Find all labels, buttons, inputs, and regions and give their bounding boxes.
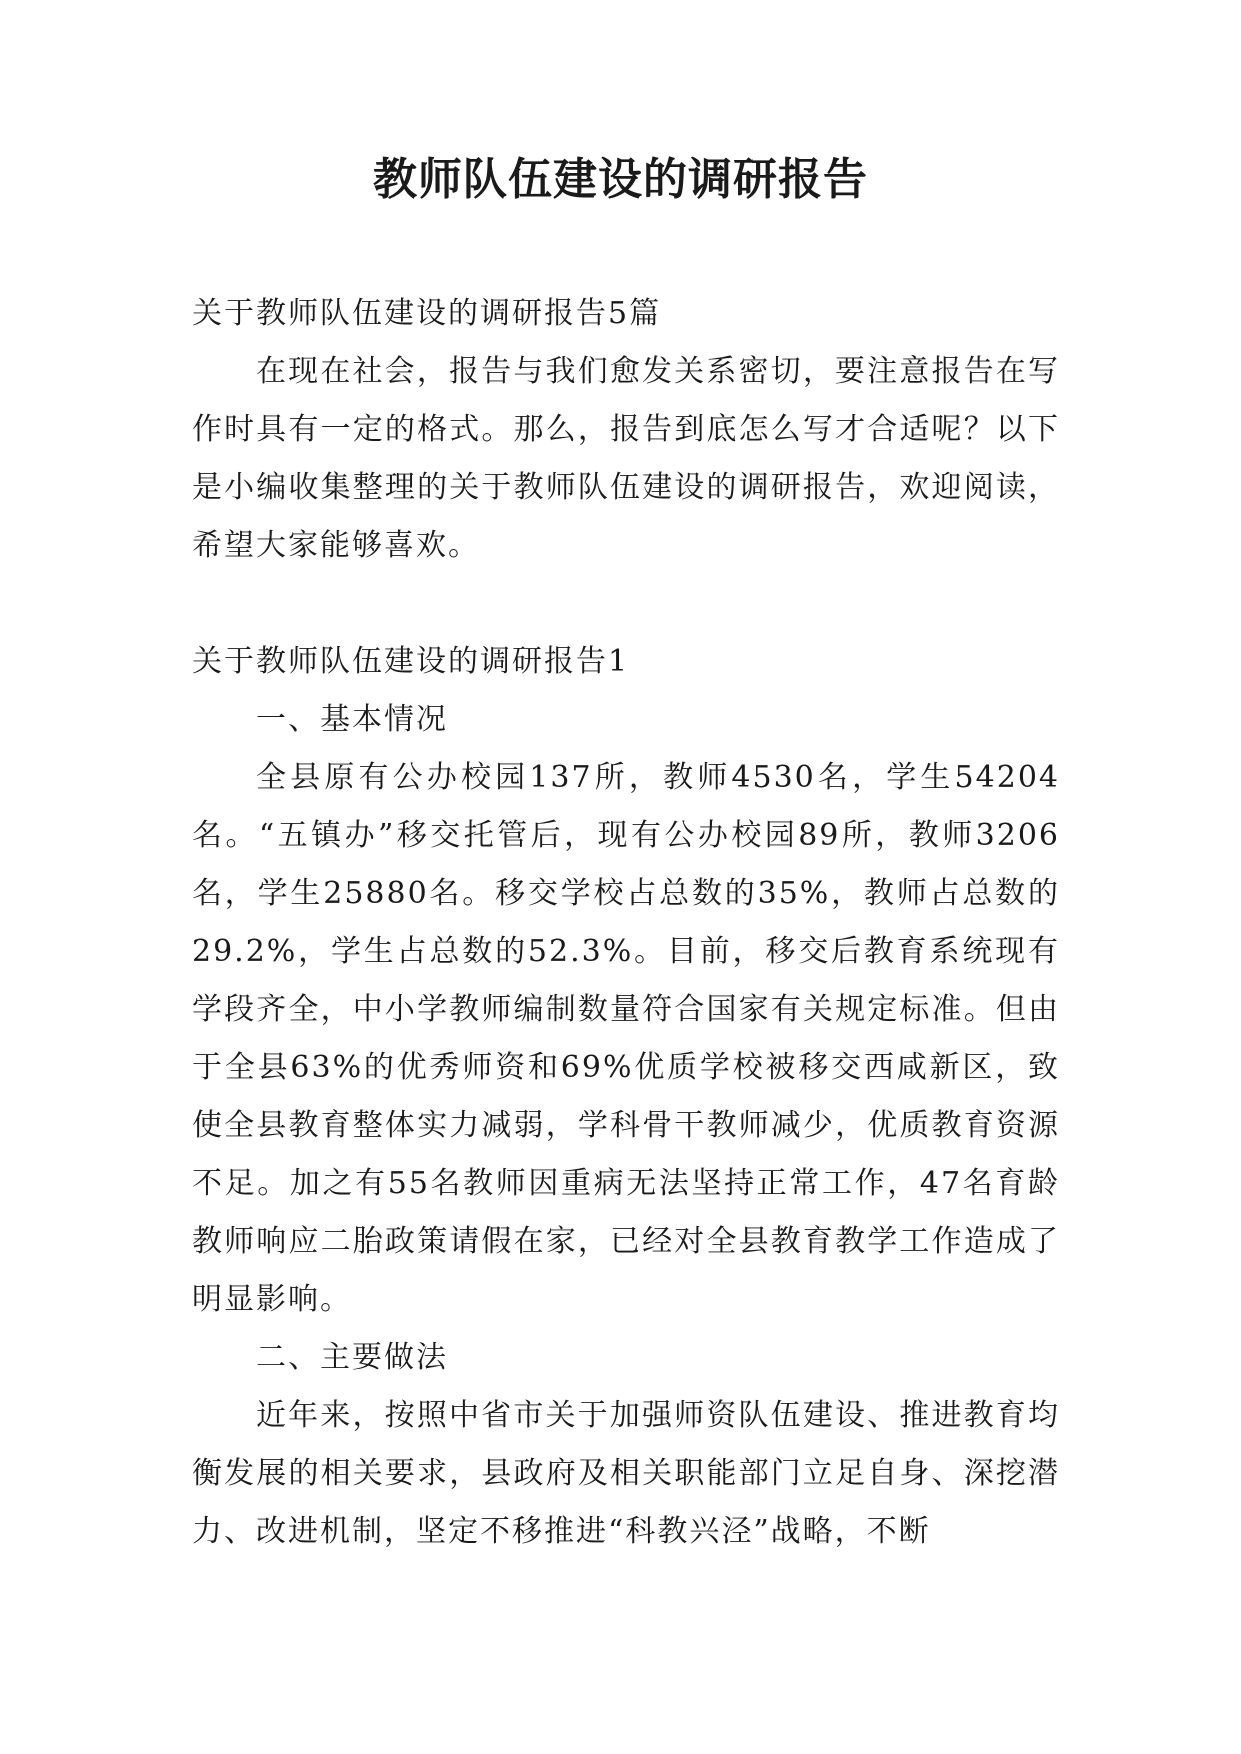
report-heading: 关于教师队伍建设的调研报告1: [192, 644, 630, 679]
document-subtitle: 关于教师队伍建设的调研报告5篇: [192, 296, 662, 331]
section-heading-basic-situation: 一、基本情况: [256, 702, 448, 737]
section-body-main-practices: 近年来，按照中省市关于加强师资队伍建设、推进教育均衡发展的相关要求，县政府及相关职能部门立足自身、深挖潜力、改进机制，坚定不移推进“科教兴泾”战略，不断: [192, 1398, 1060, 1549]
section-body-basic-situation: 全县原有公办校园137所，教师4530名，学生54204名。“五镇办”移交托管后，现有公办校园89所，教师3206名，学生25880名。移交学校占总数的35%，教师占总数的29.2%，学生占总数的52.3%。目前，移交后教育系统现有学段齐全，中小学教师编制数量符合国家有关规定标准。但由于全县63%的优秀师资和69%优质学校被移交西咸新区，致使全县教育整体实力减弱，学科骨干教师减少，优质教育资源不足。加之有55名教师因重病无法坚持正常工作，47名育龄教师响应二胎政策请假在家，已经对全县教育教学工作造成了明显影响。: [192, 760, 1060, 1317]
section-heading-main-practices: 二、主要做法: [256, 1340, 448, 1375]
page-title: 教师队伍建设的调研报告: [373, 154, 868, 205]
paragraph-spacer: [192, 575, 1060, 633]
intro-paragraph: 在现在社会，报告与我们愈发关系密切，要注意报告在写作时具有一定的格式。那么，报告到底怎么写才合适呢？以下是小编收集整理的关于教师队伍建设的调研报告，欢迎阅读，希望大家能够喜欢。: [192, 354, 1060, 563]
document-body: [192, 285, 1060, 1561]
